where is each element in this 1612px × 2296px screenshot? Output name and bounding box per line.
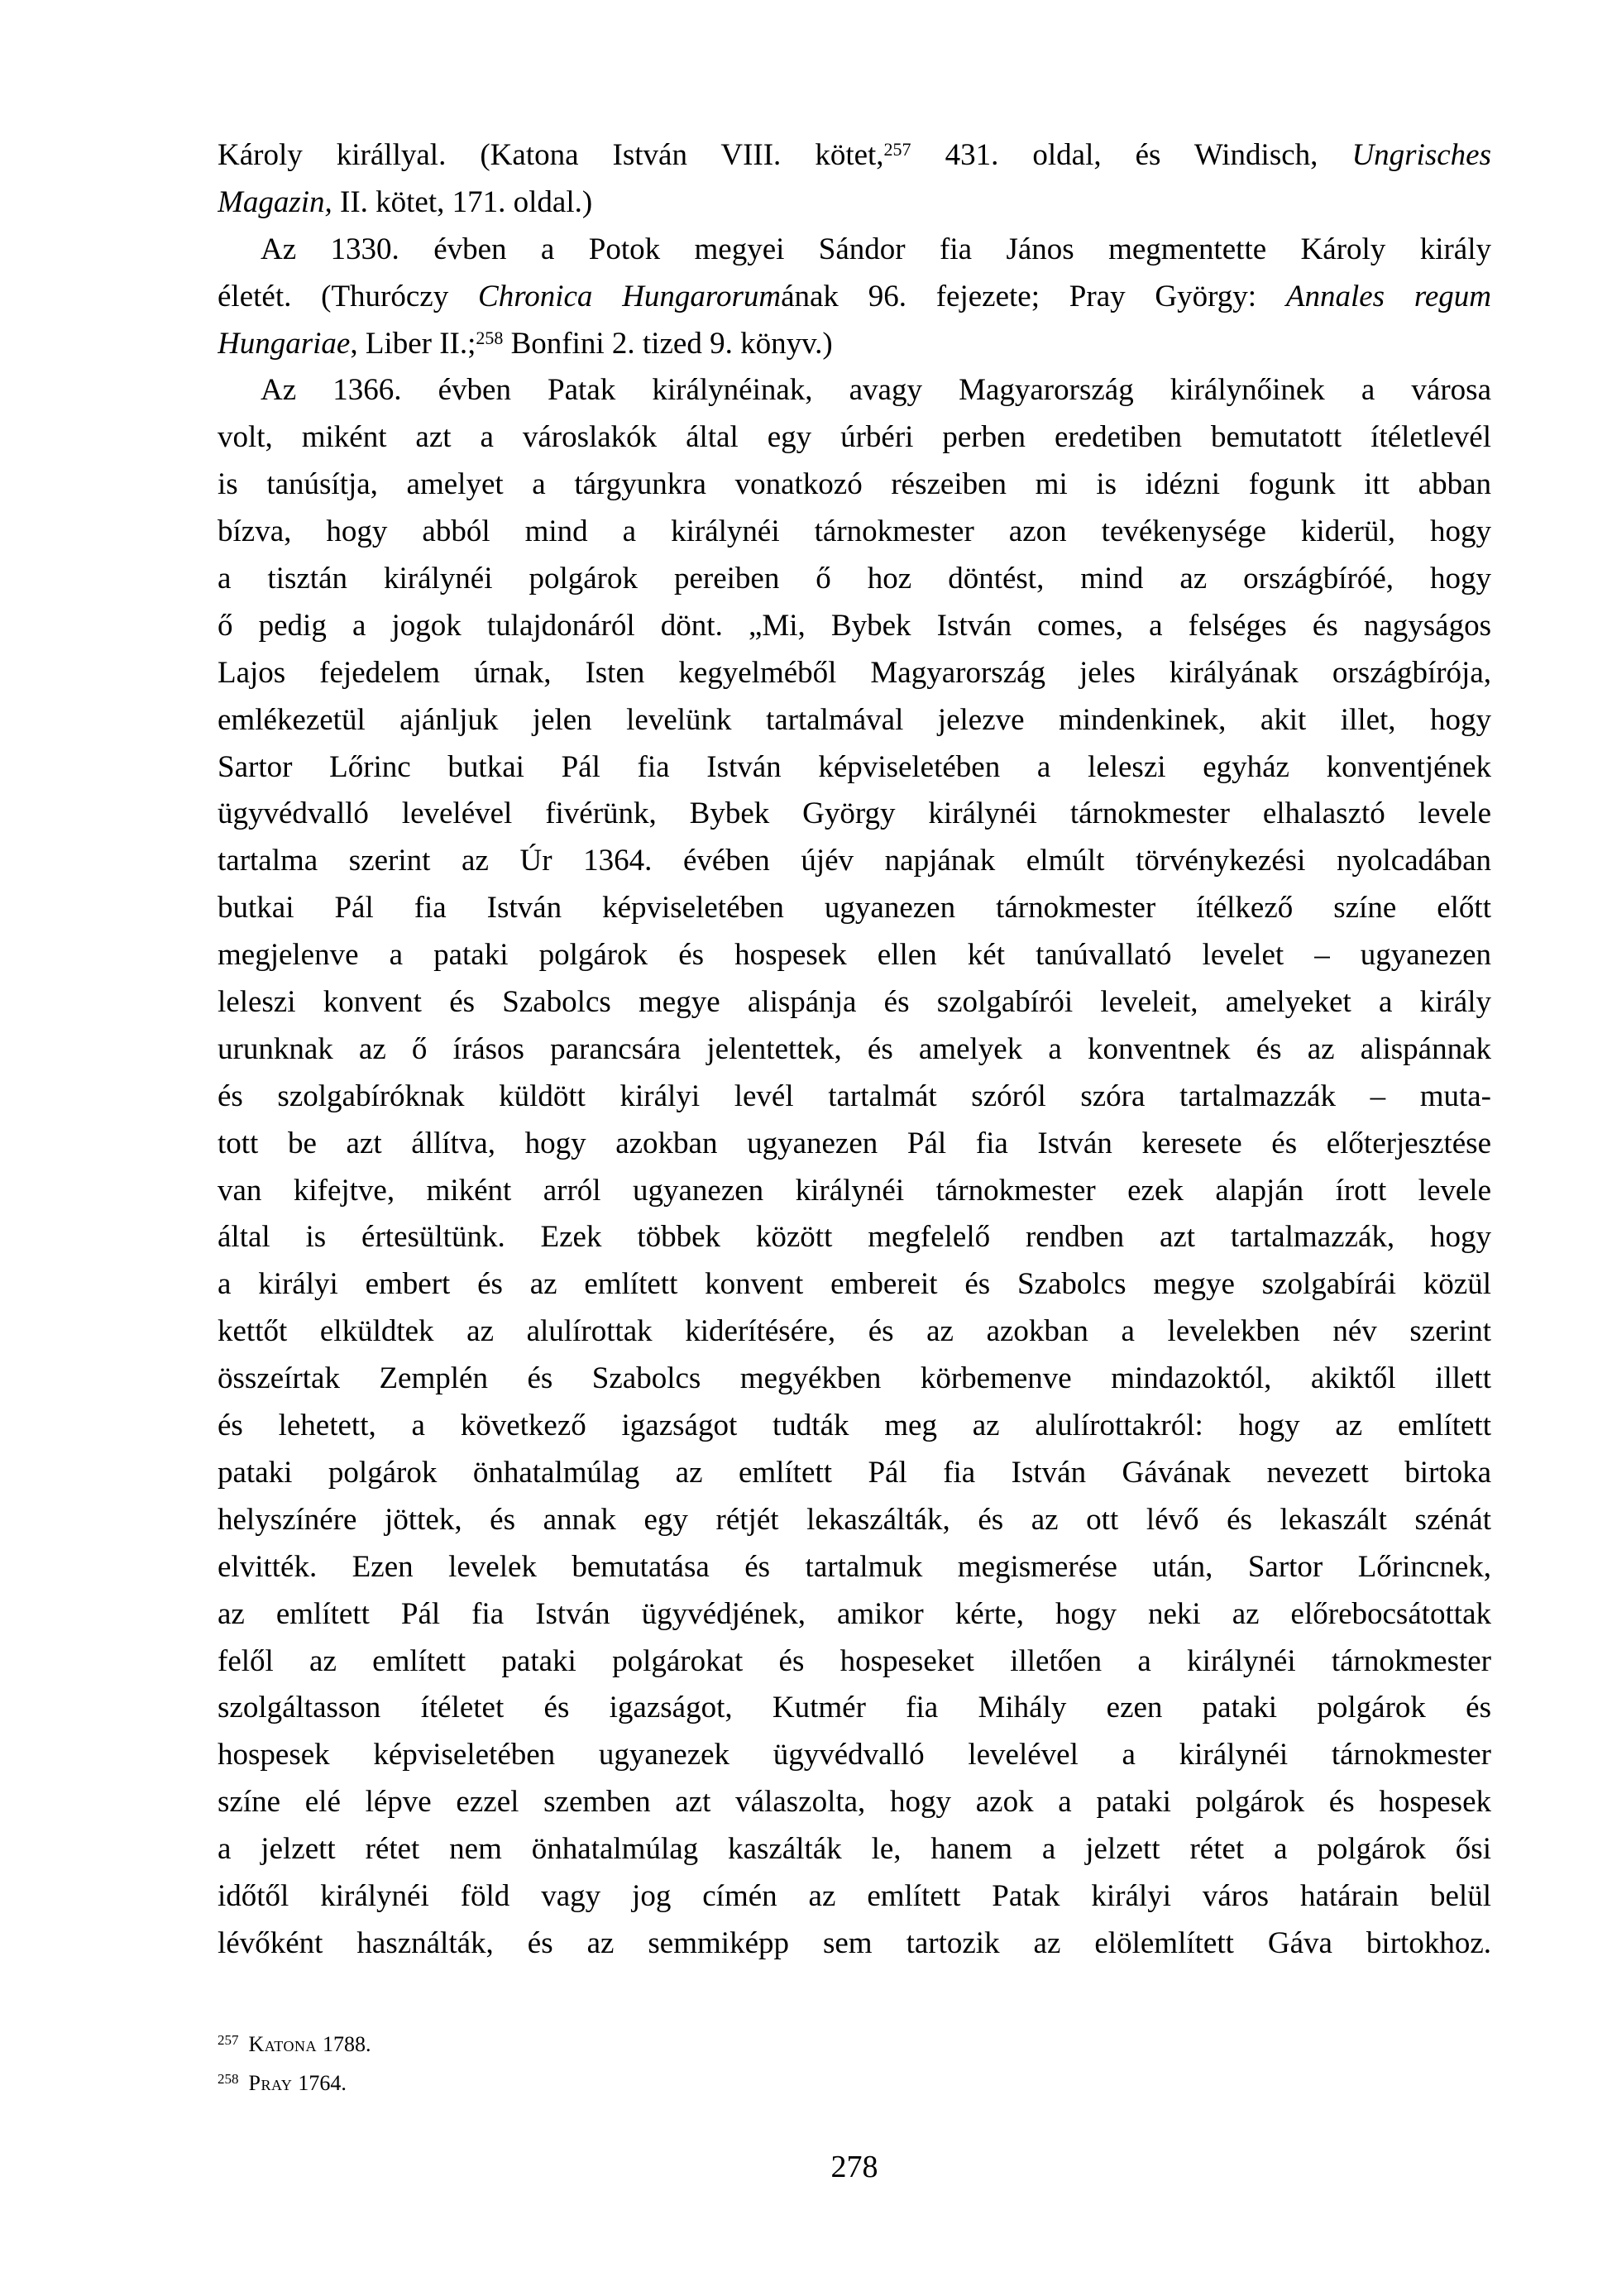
text-line: Lajos fejedelem úrnak, Isten kegyelméből Magyarország jeles királyának országbírója, <box>218 655 1491 690</box>
text-line: szolgáltasson ítéletet és igazságot, Kutmér fia Mihály ezen pataki polgárok és <box>218 1691 1491 1725</box>
text-line: van kifejtve, miként arról ugyanezen királynéi tárnokmester ezek alapján írott levele <box>218 1173 1491 1208</box>
text-line: kettőt elküldtek az alulírottak kiderítésére, és az azokban a levelekben név szerint <box>218 1314 1491 1349</box>
text-line: leleszi konvent és Szabolcs megye alispánja és szolgabírói leveleit, amelyeket a király <box>218 985 1491 1020</box>
text-line: hospesek képviseletében ugyanezek ügyvédvalló levelével a királynéi tárnokmester <box>218 1738 1491 1772</box>
text-block <box>218 132 1491 1968</box>
text-line: Az 1330. évben a Potok megyei Sándor fia János megmentette Károly király <box>261 232 1491 266</box>
emphasized-text: Magazin, <box>218 184 332 219</box>
text-line: által is értesültünk. Ezek többek között megfelelő rendben azt tartalmazzák, hogy <box>218 1220 1491 1255</box>
emphasized-text: Chronica Hungarorum <box>478 279 782 313</box>
text-line: megjelenve a pataki polgárok és hospesek ellen két tanúvallató levelet – ugyanezen <box>218 938 1491 973</box>
text-line: emlékezetül ajánljuk jelen levelünk tartalmával jelezve mindenkinek, akit illet, hogy <box>218 702 1491 737</box>
text-line: is tanúsítja, amelyet a tárgyunkra vonatkozó részeiben mi is idézni fogunk itt abban <box>218 467 1491 502</box>
footnote <box>218 2025 1491 2064</box>
text-line: bízva, hogy abból mind a királynéi tárnokmester azon tevékenysége kiderül, hogy <box>218 514 1491 549</box>
footnote-ref: 258 <box>476 327 504 348</box>
footnotes <box>218 2025 1491 2102</box>
footnote <box>218 2064 1491 2102</box>
text-line: Magazin, II. kötet, 171. oldal.) <box>218 184 593 219</box>
text-line: a tisztán királynéi polgárok pereiben ő hoz döntést, mind az országbíróé, hogy <box>218 562 1491 596</box>
text-line: butkai Pál fia István képviseletében ugyanezen tárnokmester ítélkező színe előtt <box>218 891 1491 926</box>
text-line: színe elé lépve ezzel szemben azt válaszolta, hogy azok a pataki polgárok és hospesek <box>218 1785 1491 1820</box>
footnote-text: 1788. <box>322 2032 371 2056</box>
text-line: tott be azt állítva, hogy azokban ugyanezen Pál fia István keresete és előterjesztése <box>218 1126 1491 1160</box>
text-line: az említett Pál fia István ügyvédjének, amikor kérte, hogy neki az előrebocsátottak <box>218 1596 1491 1631</box>
text-line: és lehetett, a következő igazságot tudták meg az alulírottakról: hogy az említett <box>218 1409 1491 1443</box>
text-line: felől az említett pataki polgárokat és hospeseket illetően a királynéi tárnokmester <box>218 1643 1491 1678</box>
text-line: Károly királlyal. (Katona István VIII. kötet,$^{257}$ 431. oldal, és Windisch, Ungrisches <box>218 138 1491 172</box>
text-line: ő pedig a jogok tulajdonáról dönt. „Mi, Bybek István comes, a felséges és nagyságos <box>218 608 1491 643</box>
footnote-text: 1764. <box>298 2071 347 2095</box>
text-line: elvitték. Ezen levelek bemutatása és tartalmuk megismerése után, Sartor Lőrincnek, <box>218 1549 1491 1584</box>
text-line: tartalma szerint az Úr 1364. évében újév napjának elmúlt törvénykezési nyolcadában <box>218 844 1491 878</box>
emphasized-text: Ungrisches <box>1351 138 1491 172</box>
page-number: 278 <box>830 2150 878 2184</box>
footnote-number: 258 <box>218 2070 239 2087</box>
text-line: időtől királynéi föld vagy jog címén az említett Patak királyi város határain belül <box>218 1878 1491 1913</box>
emphasized-text: Hungariae <box>218 326 351 361</box>
text-line: összeírtak Zemplén és Szabolcs megyékben körbemenve mindazoktól, akiktől illett <box>218 1361 1491 1396</box>
text-line: urunknak az ő írásos parancsára jelentettek, és amelyek a konventnek és az alispánnak <box>218 1031 1491 1066</box>
text-line: lévőként használták, és az semmiképp sem tartozik az elölemlített Gáva birtokhoz. <box>218 1925 1491 1960</box>
text-line: ügyvédvalló levelével fivérünk, Bybek György királynéi tárnokmester elhalasztó levele <box>218 796 1491 831</box>
text-line: Hungariae, Liber II.;$^{258}$ Bonfini 2. tized 9. könyv.) <box>218 326 833 361</box>
footnote-number: 257 <box>218 2031 239 2048</box>
text-line: életét. (Thuróczy Chronica Hungarorumának 96. fejezete; Pray György: Annales regum <box>218 279 1491 313</box>
text-line: pataki polgárok önhatalmúlag az említett Pál fia István Gávának nevezett birtoka <box>218 1455 1491 1490</box>
text-line: Az 1366. évben Patak királynéinak, avagy Magyarország királynőinek a városa <box>261 373 1491 408</box>
text-line: helyszínére jöttek, és annak egy rétjét lekaszálták, és az ott lévő és lekaszált szénát <box>218 1502 1491 1537</box>
text-line: Sartor Lőrinc butkai Pál fia István képviseletében a leleszi egyház konventjének <box>218 749 1491 784</box>
text-line: a jelzett rétet nem önhatalmúlag kaszálták le, hanem a jelzett rétet a polgárok ősi <box>218 1832 1491 1867</box>
footnote-author: Katona <box>248 2032 317 2056</box>
text-line: a királyi embert és az említett konvent embereit és Szabolcs megye szolgabírái közül <box>218 1267 1491 1302</box>
footnote-ref: 257 <box>883 139 911 160</box>
emphasized-text: Annales regum <box>1285 279 1491 313</box>
footnote-author: Pray <box>248 2071 293 2095</box>
text-line: és szolgabíróknak küldött királyi levél tartalmát szóról szóra tartalmazzák – muta- <box>218 1079 1491 1113</box>
text-line: volt, miként azt a városlakók által egy úrbéri perben eredetiben bemutatott ítéletlevél <box>218 420 1491 455</box>
